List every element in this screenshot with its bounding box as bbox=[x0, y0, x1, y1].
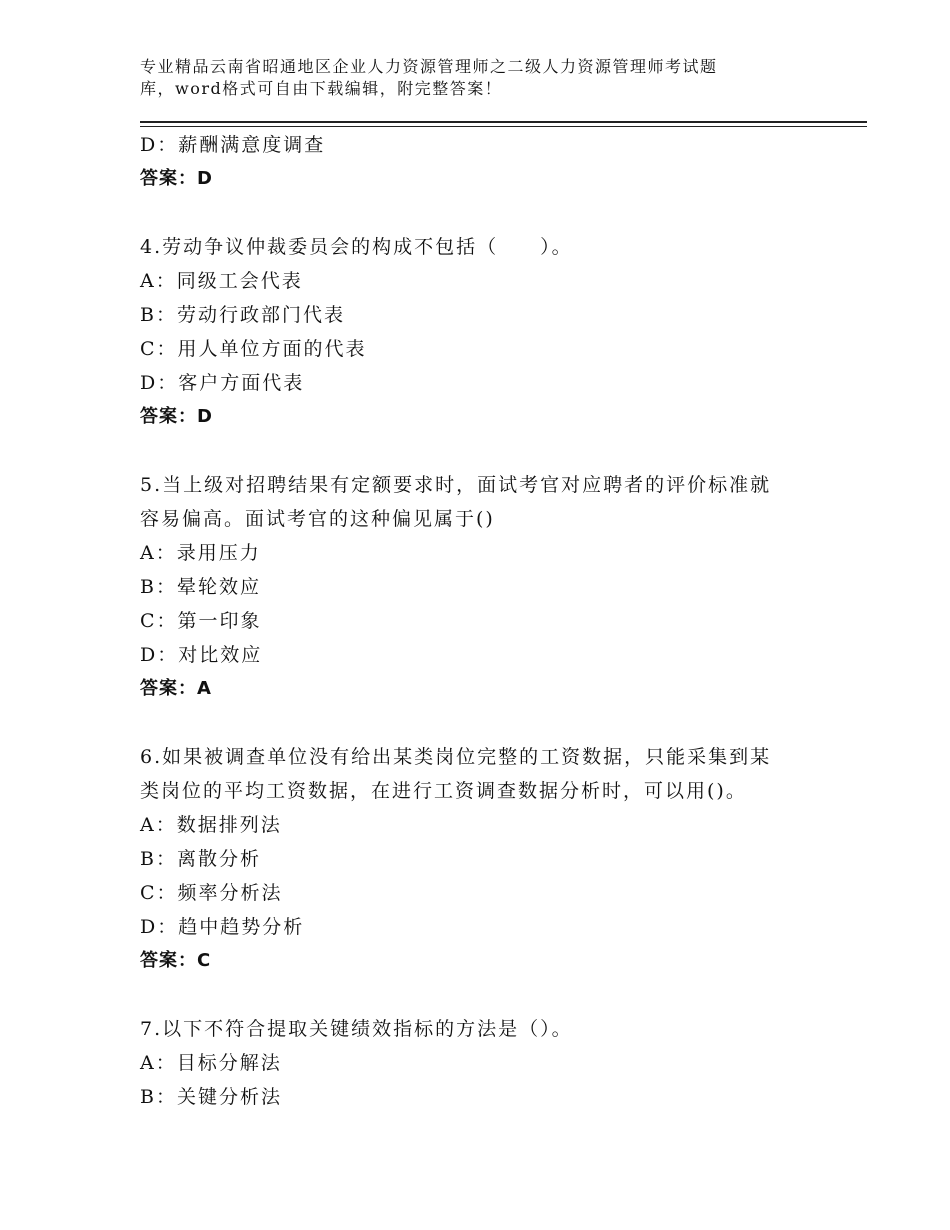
question-4 bbox=[140, 230, 860, 434]
option-b: B：关键分析法 bbox=[140, 1086, 282, 1108]
spacer bbox=[140, 706, 860, 740]
question-stem-line-1: 5.当上级对招聘结果有定额要求时，面试考官对应聘者的评价标准就 bbox=[140, 474, 772, 496]
option-d: D：趋中趋势分析 bbox=[140, 916, 305, 938]
option-b: B：晕轮效应 bbox=[140, 576, 261, 598]
answer: 答案：D bbox=[140, 168, 213, 189]
option-d: D：薪酬满意度调查 bbox=[140, 134, 326, 156]
header-line-2: 库，word格式可自由下载编辑，附完整答案！ bbox=[140, 79, 503, 98]
answer: 答案：C bbox=[140, 950, 212, 971]
question-stem-line-1: 6.如果被调查单位没有给出某类岗位完整的工资数据，只能采集到某 bbox=[140, 746, 772, 768]
question-3-tail bbox=[140, 128, 860, 196]
question-7 bbox=[140, 1012, 860, 1114]
spacer bbox=[140, 978, 860, 1012]
option-c: C：频率分析法 bbox=[140, 882, 283, 904]
question-stem: 7.以下不符合提取关键绩效指标的方法是（）。 bbox=[140, 1018, 573, 1040]
question-6 bbox=[140, 740, 860, 978]
question-stem: 4.劳动争议仲裁委员会的构成不包括（ ）。 bbox=[140, 236, 573, 258]
option-b: B：离散分析 bbox=[140, 848, 261, 870]
document-header bbox=[140, 56, 820, 100]
spacer bbox=[140, 196, 860, 230]
spacer bbox=[140, 434, 860, 468]
option-c: C：用人单位方面的代表 bbox=[140, 338, 367, 360]
option-a: A：目标分解法 bbox=[140, 1052, 282, 1074]
header-line-1: 专业精品云南省昭通地区企业人力资源管理师之二级人力资源管理师考试题 bbox=[140, 57, 718, 76]
option-b: B：劳动行政部门代表 bbox=[140, 304, 345, 326]
header-rule-thick bbox=[140, 121, 867, 123]
option-a: A：同级工会代表 bbox=[140, 270, 303, 292]
header-rule-thin bbox=[140, 126, 867, 127]
question-stem-line-2: 类岗位的平均工资数据，在进行工资调查数据分析时，可以用()。 bbox=[140, 780, 747, 802]
option-a: A：录用压力 bbox=[140, 542, 261, 564]
question-5 bbox=[140, 468, 860, 706]
document-body bbox=[140, 128, 860, 1114]
option-d: D：客户方面代表 bbox=[140, 372, 305, 394]
answer: 答案：A bbox=[140, 678, 212, 699]
option-a: A：数据排列法 bbox=[140, 814, 282, 836]
option-c: C：第一印象 bbox=[140, 610, 262, 632]
question-stem-line-2: 容易偏高。面试考官的这种偏见属于() bbox=[140, 508, 495, 530]
answer: 答案：D bbox=[140, 406, 213, 427]
option-d: D：对比效应 bbox=[140, 644, 263, 666]
